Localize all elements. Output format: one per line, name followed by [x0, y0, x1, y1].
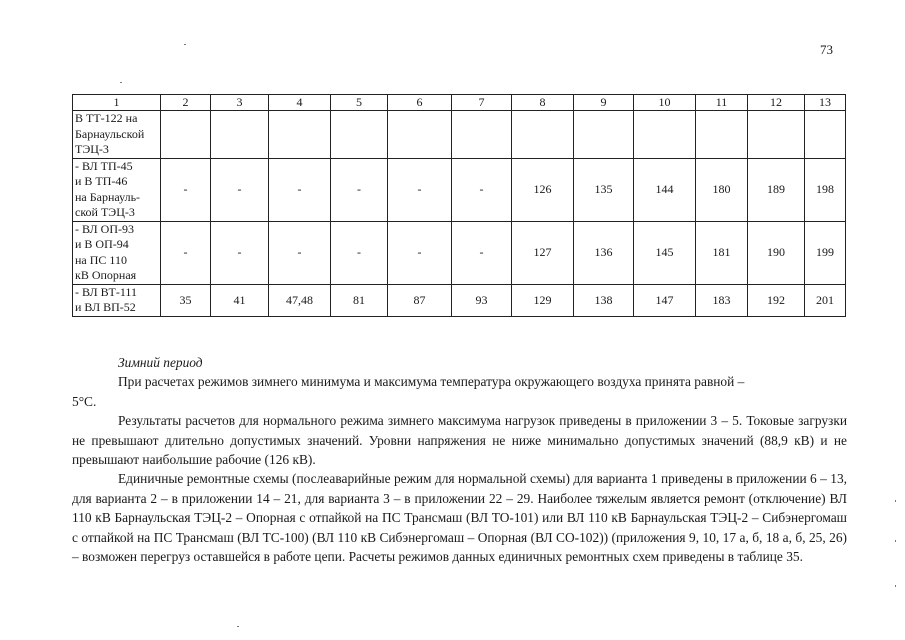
- table-cell: -: [331, 158, 388, 221]
- table-cell: 199: [805, 221, 846, 284]
- column-header: 3: [211, 95, 269, 111]
- table-row: [73, 111, 846, 159]
- section-title: Зимний период: [118, 355, 203, 370]
- paragraph-continuation: 5°С.: [72, 393, 97, 409]
- row-label: - ВЛ ОП-93 и В ОП-94 на ПС 110 кВ Опорная: [73, 221, 161, 284]
- column-header: 7: [452, 95, 512, 111]
- table-cell: 144: [634, 158, 696, 221]
- repair-scheme-table: [72, 94, 846, 317]
- paragraph: Единичные ремонтные схемы (послеаварийные режим для нормальной схемы) для варианта 1 приведены в приложении 6 – 13, для варианта 2 – в приложении 14 – 21, для варианта 3 – в приложении 22 – 29. Наиболее тяжелым является ремонт (отключение) ВЛ 110 кВ Барнаульская ТЭЦ-2 – Опорная с отпайкой на ПС Трансмаш (ВЛ ТО-101) или ВЛ 110 кВ Барнаульская ТЭЦ-2 – Сибэнергомаш с отпайкой на ПС Трансмаш (ВЛ ТС-100) (ВЛ 110 кВ Сибэнергомаш – Опорная (ВЛ СО-102)) (приложения 9, 10, 17 а, б, 18 а, б, 25, 26) – возможен перегруз оставшейся в работе цепи. Расчеты режимов данных единичных ремонтных схем приведены в таблице 35.: [72, 471, 847, 565]
- table-cell: [331, 111, 388, 159]
- scan-speck: [237, 626, 239, 627]
- table-header-row: [73, 95, 846, 111]
- table-cell: -: [452, 221, 512, 284]
- table-cell: 136: [574, 221, 634, 284]
- table-cell: [161, 111, 211, 159]
- table-cell: 181: [696, 221, 748, 284]
- table-cell: 189: [748, 158, 805, 221]
- column-header: 4: [269, 95, 331, 111]
- table-cell: -: [388, 221, 452, 284]
- table-cell: 81: [331, 284, 388, 316]
- table-cell: -: [269, 158, 331, 221]
- row-label: В ТТ-122 на Барнаульской ТЭЦ-3: [73, 111, 161, 159]
- column-header: 11: [696, 95, 748, 111]
- table-cell: [696, 111, 748, 159]
- table-cell: 138: [574, 284, 634, 316]
- table-cell: 180: [696, 158, 748, 221]
- column-header: 1: [73, 95, 161, 111]
- column-header: 12: [748, 95, 805, 111]
- table-cell: 145: [634, 221, 696, 284]
- table-cell: [748, 111, 805, 159]
- paragraph: При расчетах режимов зимнего минимума и максимума температура окружающего воздуха принята равной –: [118, 374, 745, 390]
- table-cell: [269, 111, 331, 159]
- table-cell: [388, 111, 452, 159]
- table-cell: 192: [748, 284, 805, 316]
- column-header: 13: [805, 95, 846, 111]
- table-cell: -: [452, 158, 512, 221]
- table-cell: 135: [574, 158, 634, 221]
- table-row: [73, 284, 846, 316]
- table-cell: [211, 111, 269, 159]
- table-cell: 41: [211, 284, 269, 316]
- table-cell: [805, 111, 846, 159]
- table-cell: 87: [388, 284, 452, 316]
- table-cell: 127: [512, 221, 574, 284]
- table-cell: [574, 111, 634, 159]
- scan-speck: [895, 540, 896, 542]
- table-cell: -: [161, 158, 211, 221]
- scan-speck: [184, 44, 186, 45]
- table-cell: 201: [805, 284, 846, 316]
- column-header: 10: [634, 95, 696, 111]
- table-cell: -: [331, 221, 388, 284]
- scan-speck: [895, 585, 896, 587]
- table-cell: 126: [512, 158, 574, 221]
- table-row: [73, 221, 846, 284]
- column-header: 9: [574, 95, 634, 111]
- page-number: 73: [820, 42, 833, 57]
- table-cell: 183: [696, 284, 748, 316]
- table-cell: 47,48: [269, 284, 331, 316]
- table-cell: 35: [161, 284, 211, 316]
- paragraph: Результаты расчетов для нормального режима зимнего максимума нагрузок приведены в приложении 3 – 5. Токовые загрузки не превышают длительно допустимых значений. Уровни напряжения не ниже минимально допустимых значений (88,9 кВ) и не превышают наибольшие рабочие (126 кВ).: [72, 413, 847, 468]
- column-header: 5: [331, 95, 388, 111]
- table-cell: 198: [805, 158, 846, 221]
- column-header: 6: [388, 95, 452, 111]
- scan-speck: [120, 82, 122, 83]
- scan-speck: [895, 500, 896, 502]
- table-cell: 190: [748, 221, 805, 284]
- table-cell: [512, 111, 574, 159]
- table-cell: -: [161, 221, 211, 284]
- table-cell: -: [211, 158, 269, 221]
- row-label: - ВЛ ТП-45 и В ТП-46 на Барнауль- ской ТЭЦ-3: [73, 158, 161, 221]
- table-cell: [452, 111, 512, 159]
- body-text: [72, 353, 847, 566]
- row-label: - ВЛ ВТ-111 и ВЛ ВП-52: [73, 284, 161, 316]
- table-cell: -: [211, 221, 269, 284]
- table-cell: -: [269, 221, 331, 284]
- table-cell: 147: [634, 284, 696, 316]
- column-header: 2: [161, 95, 211, 111]
- column-header: 8: [512, 95, 574, 111]
- table-cell: 93: [452, 284, 512, 316]
- table-cell: 129: [512, 284, 574, 316]
- table-body: [73, 111, 846, 317]
- table-cell: -: [388, 158, 452, 221]
- table-row: [73, 158, 846, 221]
- table-cell: [634, 111, 696, 159]
